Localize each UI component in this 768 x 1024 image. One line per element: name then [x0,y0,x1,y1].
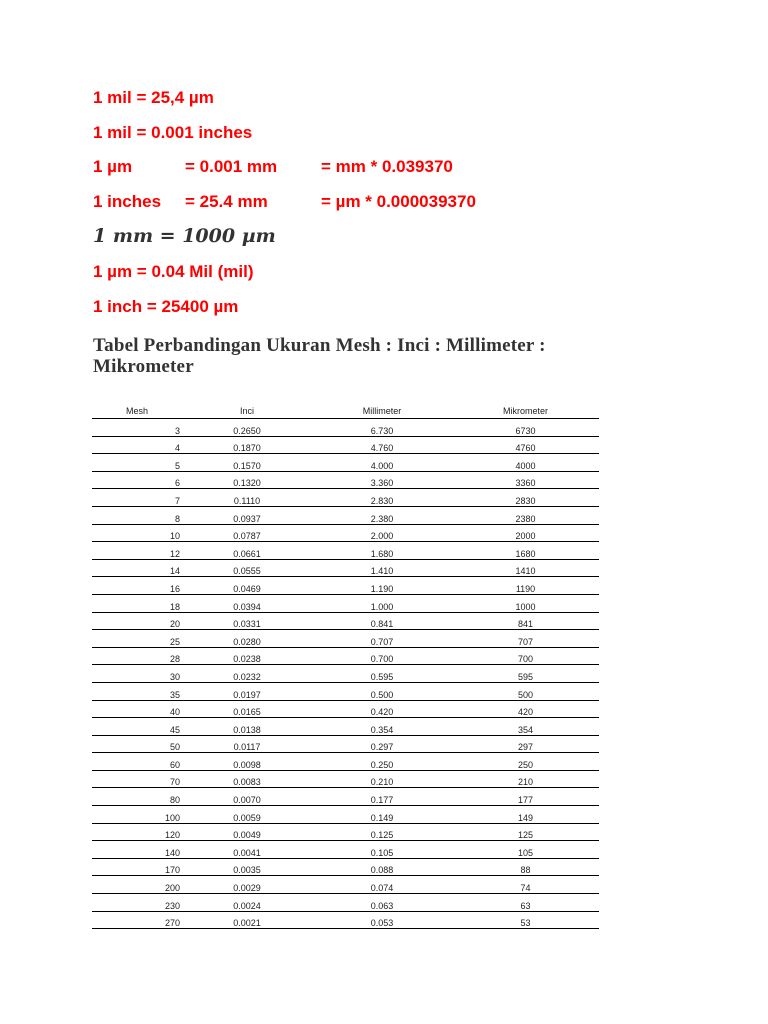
inci-cell: 0.0165 [182,700,312,718]
millimeter-cell: 0.595 [312,665,452,683]
table-row [92,735,599,753]
mesh-cell: 270 [92,911,182,929]
inci-cell: 0.0555 [182,559,312,577]
millimeter-cell: 0.074 [312,876,452,894]
millimeter-cell: 0.149 [312,806,452,824]
mesh-cell: 45 [92,718,182,736]
conversion-mm-micrometer: 1 mm = 1000 µm [93,225,276,247]
table-row [92,682,599,700]
table-header-row [92,404,599,419]
mesh-cell: 28 [92,647,182,665]
table-row [92,577,599,595]
mesh-cell: 25 [92,630,182,648]
mesh-cell: 8 [92,506,182,524]
table-row [92,770,599,788]
millimeter-cell: 0.177 [312,788,452,806]
mikrometer-cell: 250 [452,753,599,771]
millimeter-cell: 4.000 [312,454,452,472]
inci-cell: 0.0280 [182,630,312,648]
mikrometer-cell: 1000 [452,594,599,612]
conversion-inch-micrometer: 1 inch = 25400 µm [93,297,239,316]
table-row [92,894,599,912]
mesh-cell: 35 [92,682,182,700]
inci-cell: 0.2650 [182,419,312,437]
inci-cell: 0.0787 [182,524,312,542]
table-row [92,858,599,876]
table-row [92,665,599,683]
table-row [92,471,599,489]
millimeter-cell: 0.063 [312,894,452,912]
mesh-cell: 170 [92,858,182,876]
mikrometer-cell: 105 [452,841,599,859]
millimeter-cell: 2.000 [312,524,452,542]
mesh-cell: 7 [92,489,182,507]
mikrometer-cell: 595 [452,665,599,683]
conversion-mm-to-inch-formula: = mm * 0.039370 [321,157,453,176]
mesh-cell: 50 [92,735,182,753]
inci-cell: 0.0394 [182,594,312,612]
millimeter-cell: 6.730 [312,419,452,437]
table-row [92,823,599,841]
mesh-cell: 12 [92,542,182,560]
mikrometer-cell: 3360 [452,471,599,489]
millimeter-cell: 0.700 [312,647,452,665]
millimeter-cell: 2.830 [312,489,452,507]
inci-cell: 0.0035 [182,858,312,876]
conversion-micrometer-equals-mm: = 0.001 mm [185,157,278,176]
mikrometer-cell: 707 [452,630,599,648]
table-row [92,594,599,612]
millimeter-cell: 0.420 [312,700,452,718]
mesh-cell: 40 [92,700,182,718]
inci-cell: 0.0937 [182,506,312,524]
inci-cell: 0.1870 [182,436,312,454]
millimeter-cell: 0.053 [312,911,452,929]
millimeter-cell: 3.360 [312,471,452,489]
conversion-inches-unit: 1 inches [93,192,162,211]
mikrometer-cell: 297 [452,735,599,753]
inci-cell: 0.1570 [182,454,312,472]
mesh-cell: 230 [92,894,182,912]
inci-cell: 0.1320 [182,471,312,489]
table-row [92,753,599,771]
table-row [92,911,599,929]
table-row [92,806,599,824]
table-row [92,454,599,472]
mesh-cell: 10 [92,524,182,542]
mesh-cell: 14 [92,559,182,577]
table-row [92,700,599,718]
millimeter-cell: 0.841 [312,612,452,630]
millimeter-cell: 0.297 [312,735,452,753]
millimeter-cell: 4.760 [312,436,452,454]
mikrometer-cell: 125 [452,823,599,841]
mesh-cell: 20 [92,612,182,630]
mesh-cell: 100 [92,806,182,824]
millimeter-cell: 0.500 [312,682,452,700]
mikrometer-cell: 841 [452,612,599,630]
mikrometer-cell: 4000 [452,454,599,472]
mesh-cell: 70 [92,770,182,788]
inci-cell: 0.0331 [182,612,312,630]
millimeter-cell: 1.000 [312,594,452,612]
table-row [92,436,599,454]
inci-cell: 0.0029 [182,876,312,894]
inci-cell: 0.0238 [182,647,312,665]
header-mesh: Mesh [92,404,182,419]
inci-cell: 0.0070 [182,788,312,806]
inci-cell: 0.0098 [182,753,312,771]
mikrometer-cell: 1190 [452,577,599,595]
millimeter-cell: 0.210 [312,770,452,788]
mikrometer-cell: 500 [452,682,599,700]
millimeter-cell: 0.354 [312,718,452,736]
conversion-micrometer-mil: 1 µm = 0.04 Mil (mil) [93,262,254,281]
conversion-inches-equals-mm: = 25.4 mm [185,192,268,211]
inci-cell: 0.0021 [182,911,312,929]
mikrometer-cell: 700 [452,647,599,665]
mesh-comparison-table [92,404,599,929]
mikrometer-cell: 149 [452,806,599,824]
mesh-cell: 140 [92,841,182,859]
mikrometer-cell: 6730 [452,419,599,437]
conversion-micrometer-to-inch-formula: = µm * 0.000039370 [321,192,476,211]
millimeter-cell: 0.088 [312,858,452,876]
mikrometer-cell: 354 [452,718,599,736]
table-row [92,841,599,859]
conversion-mil-inches: 1 mil = 0.001 inches [93,123,253,142]
table-row [92,718,599,736]
inci-cell: 0.0232 [182,665,312,683]
mikrometer-cell: 2830 [452,489,599,507]
millimeter-cell: 0.707 [312,630,452,648]
table-row [92,788,599,806]
millimeter-cell: 0.250 [312,753,452,771]
mikrometer-cell: 53 [452,911,599,929]
millimeter-cell: 0.125 [312,823,452,841]
table-row [92,419,599,437]
inci-cell: 0.0049 [182,823,312,841]
table-row [92,542,599,560]
table-row [92,524,599,542]
inci-cell: 0.0041 [182,841,312,859]
conversion-mil-micrometer: 1 mil = 25,4 µm [93,88,214,107]
mikrometer-cell: 2380 [452,506,599,524]
inci-cell: 0.0197 [182,682,312,700]
header-millimeter: Millimeter [312,404,452,419]
table-row [92,489,599,507]
mesh-cell: 30 [92,665,182,683]
table-row [92,876,599,894]
mesh-cell: 6 [92,471,182,489]
mesh-cell: 120 [92,823,182,841]
mesh-cell: 16 [92,577,182,595]
inci-cell: 0.0661 [182,542,312,560]
mikrometer-cell: 74 [452,876,599,894]
mikrometer-cell: 1680 [452,542,599,560]
inci-cell: 0.0024 [182,894,312,912]
mikrometer-cell: 88 [452,858,599,876]
millimeter-cell: 0.105 [312,841,452,859]
mesh-cell: 3 [92,419,182,437]
mikrometer-cell: 63 [452,894,599,912]
millimeter-cell: 2.380 [312,506,452,524]
conversion-micrometer-unit: 1 µm [93,157,133,176]
conversion-inches-mm [93,192,513,212]
mesh-cell: 200 [92,876,182,894]
table-body [92,419,599,929]
millimeter-cell: 1.190 [312,577,452,595]
header-inci: Inci [182,404,312,419]
mesh-cell: 18 [92,594,182,612]
mikrometer-cell: 1410 [452,559,599,577]
millimeter-cell: 1.410 [312,559,452,577]
inci-cell: 0.0138 [182,718,312,736]
inci-cell: 0.1110 [182,489,312,507]
table-title: Tabel Perbandingan Ukuran Mesh : Inci : Millimeter : Mikrometer [93,335,546,377]
mesh-cell: 5 [92,454,182,472]
table-row [92,612,599,630]
table-row [92,647,599,665]
mikrometer-cell: 420 [452,700,599,718]
header-mikrometer: Mikrometer [452,404,599,419]
mikrometer-cell: 4760 [452,436,599,454]
inci-cell: 0.0083 [182,770,312,788]
conversion-micrometer-mm [93,157,513,177]
table-row [92,506,599,524]
mesh-cell: 60 [92,753,182,771]
inci-cell: 0.0469 [182,577,312,595]
millimeter-cell: 1.680 [312,542,452,560]
mikrometer-cell: 2000 [452,524,599,542]
inci-cell: 0.0117 [182,735,312,753]
mesh-cell: 80 [92,788,182,806]
mikrometer-cell: 177 [452,788,599,806]
mikrometer-cell: 210 [452,770,599,788]
inci-cell: 0.0059 [182,806,312,824]
mesh-cell: 4 [92,436,182,454]
table-row [92,559,599,577]
table-row [92,630,599,648]
